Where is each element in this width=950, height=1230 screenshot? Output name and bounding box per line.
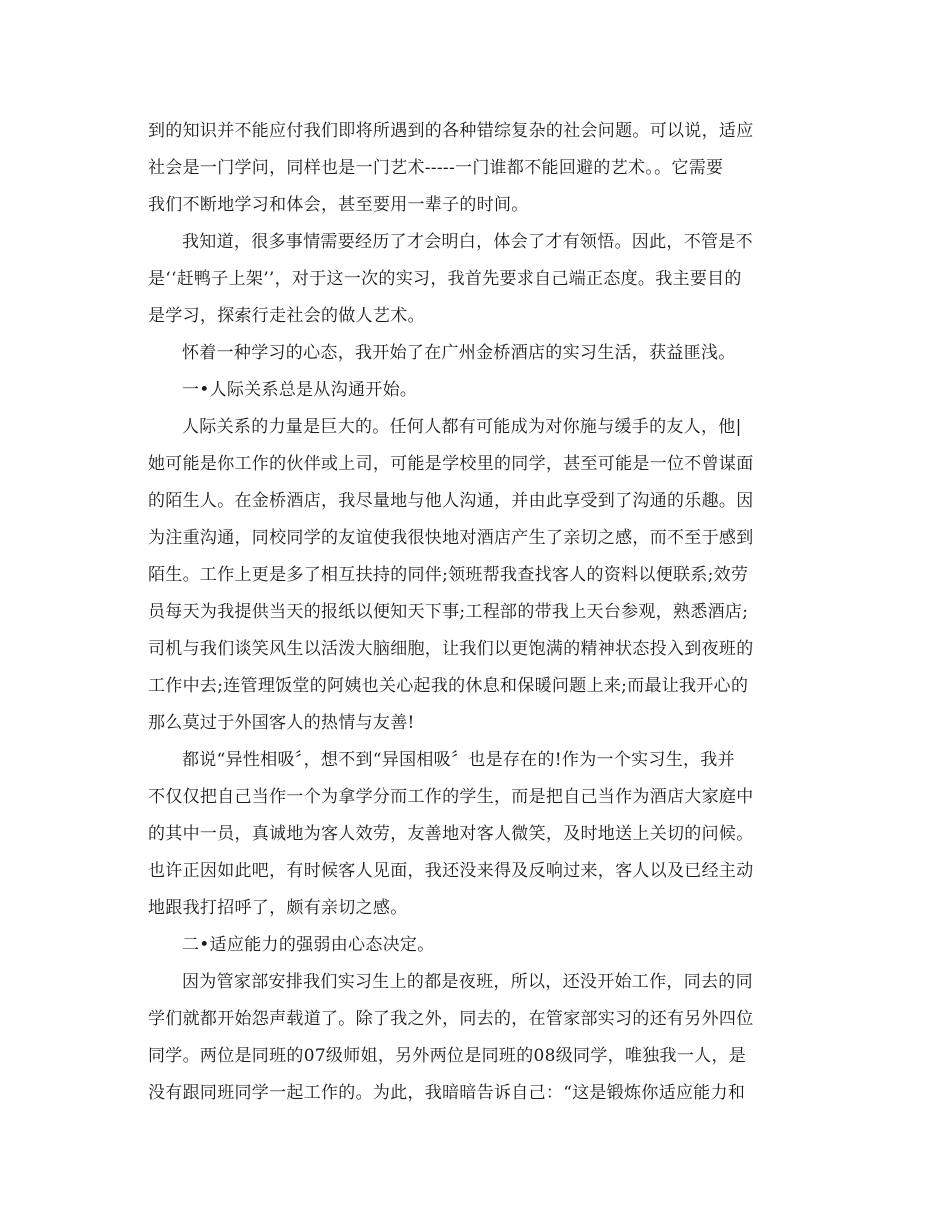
text-line: 是‘‘赶鸭子上架’’，对于这一次的实习，我首先要求自己端正态度。我主要目的 — [148, 269, 742, 289]
text-line: 人际关系的力量是巨大的。任何人都有可能成为对你施与缓手的友人，他| — [182, 417, 742, 437]
text-line: 我知道，很多事情需要经历了才会明白，体会了才有领悟。因此，不管是不 — [182, 232, 753, 252]
text-line: 的其中一员，真诚地为客人效劳，友善地对客人微笑，及时地送上关切的问候。 — [148, 824, 754, 844]
text-line: 一•人际关系总是从沟通开始。 — [182, 380, 418, 400]
document-body — [148, 113, 800, 1112]
text-line: 她可能是你工作的伙伴或上司，可能是学校里的同学，甚至可能是一位不曾谋面 — [148, 454, 754, 474]
text-line: 工作中去;连管理饭堂的阿姨也关心起我的休息和保暖问题上来;而最让我开心的 — [148, 676, 749, 696]
text-line: 同学。两位是同班的07级师姐，另外两位是同班的08级同学，唯独我一人，是 — [148, 1046, 747, 1066]
text-line: 社会是一门学问，同样也是一门艺术-----一门谁都不能回避的艺术。。它需要 — [148, 158, 724, 178]
text-line: 因为管家部安排我们实习生上的都是夜班，所以，还没开始工作，同去的同 — [182, 972, 753, 992]
text-line: 员每天为我提供当天的报纸以便知天下事;工程部的带我上天台参观，熟悉酒店; — [148, 602, 749, 622]
text-line: 司机与我们谈笑风生以活泼大脑细胞，让我们以更饱满的精神状态投入到夜班的 — [148, 639, 754, 659]
text-line: 是学习，探索行走社会的做人艺术。 — [148, 306, 425, 326]
text-line: 学们就都开始怨声载道了。除了我之外，同去的，在管家部实习的还有另外四位 — [148, 1009, 754, 1029]
text-line: 到的知识并不能应付我们即将所遇到的各种错综复杂的社会问题。可以说，适应 — [148, 121, 754, 141]
text-line: 那么莫过于外国客人的热情与友善! — [148, 713, 415, 733]
text-line: 的陌生人。在金桥酒店，我尽量地与他人沟通，并由此享受到了沟通的乐趣。因 — [148, 491, 754, 511]
text-line: 二•适应能力的强弱由心态决定。 — [182, 935, 435, 955]
text-line: 为注重沟通，同校同学的友谊使我很快地对酒店产生了亲切之感，而不至于感到 — [148, 528, 754, 548]
text-line: 不仅仅把自己当作一个为拿学分而工作的学生，而是把自己当作为酒店大家庭中 — [148, 787, 754, 807]
text-line: 地跟我打招呼了，颇有亲切之感。 — [148, 898, 408, 918]
text-line: 也许正因如此吧，有时候客人见面，我还没来得及反响过来，客人以及已经主动 — [148, 861, 754, 881]
text-line: 都说“异性相吸〞，想不到“异国相吸〞也是存在的!作为一个实习生，我并 — [182, 750, 735, 770]
text-line: 没有跟同班同学一起工作的。为此，我暗暗告诉自己：“这是锻炼你适应能力和 — [148, 1083, 746, 1103]
text-line: 陌生。工作上更是多了相互扶持的同伴;领班帮我查找客人的资料以便联系;效劳 — [148, 565, 749, 585]
text-line: 怀着一种学习的心态，我开始了在广州金桥酒店的实习生活，获益匪浅。 — [182, 343, 736, 363]
text-line: 我们不断地学习和体会，甚至要用一辈子的时间。 — [148, 195, 529, 215]
